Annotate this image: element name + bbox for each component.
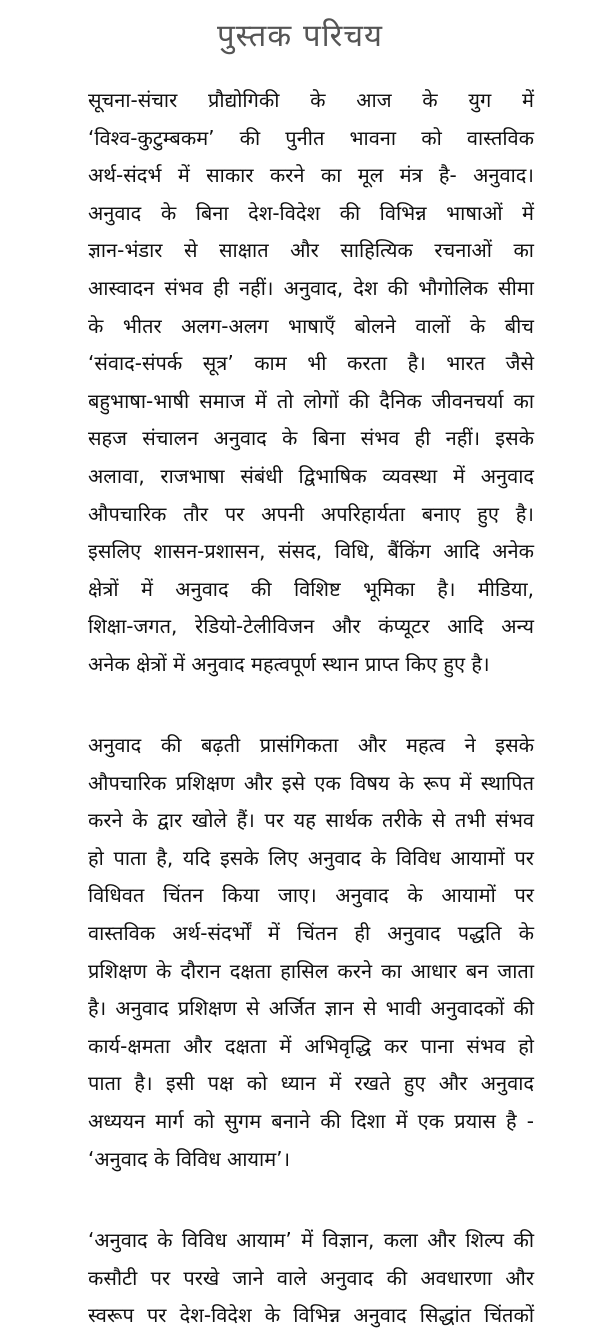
text-line: के भीतर अलग-अलग भाषाएँ बोलने वालों के बीच (88, 313, 534, 338)
text-line: ‘संवाद-संपर्क सूत्र’ काम भी करता है। भारत जैसे (88, 351, 534, 376)
text-line: है। अनुवाद प्रशिक्षण से अर्जित ज्ञान से भावी अनुवादकों की (88, 996, 534, 1021)
text-line: हो पाता है, यदि इसके लिए अनुवाद के विविध आयामों पर (88, 845, 534, 870)
text-line: अलावा, राजभाषा संबंधी द्विभाषिक व्यवस्था में अनुवाद (88, 463, 534, 488)
paragraph-2 (88, 727, 534, 1178)
text-line: कसौटी पर परखे जाने वाले अनुवाद की अवधारणा और (88, 1265, 534, 1290)
text-line: क्षेत्रों में अनुवाद की विशिष्ट भूमिका है। मीडिया, (88, 576, 534, 601)
text-line: अर्थ-संदर्भ में साकार करने का मूल मंत्र है- अनुवाद। (88, 163, 534, 188)
paragraph-3 (88, 1222, 534, 1335)
text-line: प्रशिक्षण के दौरान दक्षता हासिल करने का आधार बन जाता (88, 958, 534, 983)
text-line: करने के द्वार खोले हैं। पर यह सार्थक तरीके से तभी संभव (88, 808, 534, 833)
text-line: अनेक क्षेत्रों में अनुवाद महत्वपूर्ण स्थान प्राप्त किए हुए है। (88, 651, 490, 676)
text-line: स्वरूप पर देश-विदेश के विभिन्न अनुवाद सिद्धांत चिंतकों (88, 1303, 534, 1328)
text-line: वास्तविक अर्थ-संदर्भों में चिंतन ही अनुवाद पद्धति के (88, 920, 534, 945)
text-line: अनुवाद के बिना देश-विदेश की विभिन्न भाषाओं में (88, 200, 534, 225)
text-line: पाता है। इसी पक्ष को ध्यान में रखते हुए और अनुवाद (88, 1071, 534, 1096)
text-line: इसलिए शासन-प्रशासन, संसद, विधि, बैंकिंग आदि अनेक (88, 539, 534, 564)
paragraph-1 (88, 82, 534, 684)
text-line: सहज संचालन अनुवाद के बिना संभव ही नहीं। इसके (88, 426, 534, 451)
text-line: ‘अनुवाद के विविध आयाम’। (88, 1146, 291, 1171)
text-line: शिक्षा-जगत, रेडियो-टेलीविजन और कंप्यूटर आदि अन्य (88, 614, 534, 639)
text-line: आस्वादन संभव ही नहीं। अनुवाद, देश की भौगोलिक सीमा (88, 275, 534, 300)
page-title: पुस्तक परिचय (217, 18, 383, 54)
text-line: ज्ञान-भंडार से साक्षात और साहित्यिक रचनाओं का (88, 238, 534, 263)
text-line: औपचारिक तौर पर अपनी अपरिहार्यता बनाए हुए है। (88, 501, 534, 526)
text-line: बहुभाषा-भाषी समाज में तो लोगों की दैनिक जीवनचर्या का (88, 388, 534, 413)
text-line: सूचना-संचार प्रौद्योगिकी के आज के युग में (88, 88, 534, 112)
text-line: विधिवत चिंतन किया जाए। अनुवाद के आयामों पर (88, 883, 534, 908)
text-line: औपचारिक प्रशिक्षण और इसे एक विषय के रूप में स्थापित (88, 770, 534, 795)
text-line: अनुवाद की बढ़ती प्रासंगिकता और महत्व ने इसके (88, 733, 534, 757)
text-line: कार्य-क्षमता और दक्षता में अभिवृद्धि कर पाना संभव हो (88, 1033, 534, 1058)
text-line: ‘अनुवाद के विविध आयाम’ में विज्ञान, कला और शिल्प की (88, 1228, 534, 1252)
text-line: ‘विश्व-कुटुम्बकम’ की पुनीत भावना को वास्तविक (88, 125, 534, 150)
text-line: अध्ययन मार्ग को सुगम बनाने की दिशा में एक प्रयास है - (88, 1108, 534, 1133)
